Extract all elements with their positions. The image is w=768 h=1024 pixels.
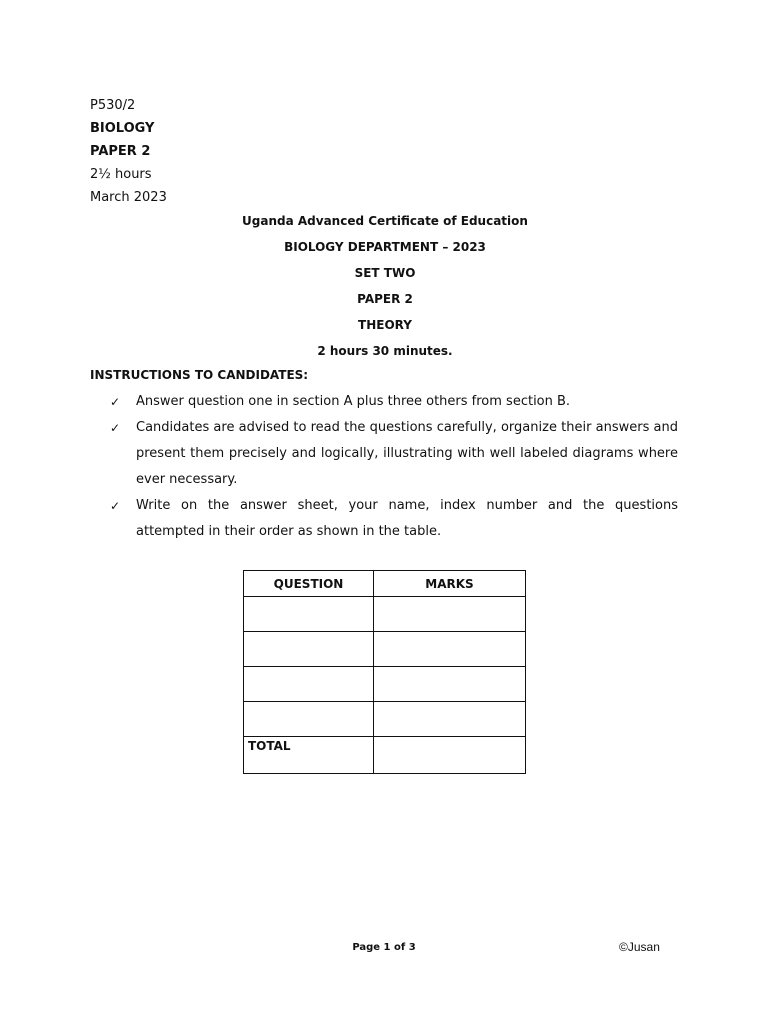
theory-title: THEORY [358,318,412,332]
instructions-heading: INSTRUCTIONS TO CANDIDATES: [90,368,309,382]
question-cell [244,702,374,737]
table-header-row [244,571,526,597]
question-cell [244,667,374,702]
paper-title: PAPER 2 [357,292,413,306]
question-cell [244,597,374,632]
instruction-text: Write on the answer sheet, your name, index number and the questions attempted in their order as shown in the table. [136,498,678,539]
total-row [244,737,526,774]
marks-table [243,570,526,774]
marks-cell [374,597,526,632]
question-column-header: QUESTION [244,571,374,597]
checkmark-icon: ✓ [110,395,121,409]
instruction-text: Answer question one in section A plus three others from section B. [136,394,571,409]
question-cell [244,632,374,667]
copyright-notice: ©Jusan [619,940,660,954]
paper-duration: 2½ hours [90,167,152,182]
total-marks-cell [374,737,526,774]
marks-cell [374,702,526,737]
paper-number: PAPER 2 [90,144,151,159]
subject-name: BIOLOGY [90,121,155,136]
marks-column-header: MARKS [374,571,526,597]
instruction-item [110,389,678,415]
marks-cell [374,632,526,667]
checkmark-icon: ✓ [110,499,121,513]
set-title: SET TWO [354,266,416,280]
table-row [244,667,526,702]
instruction-item [110,493,678,545]
paper-header [90,94,167,209]
paper-date: March 2023 [90,190,167,205]
page-number: Page 1 of 3 [352,942,416,953]
instructions-list [110,389,678,545]
instruction-text: Candidates are advised to read the questions carefully, organize their answers and present them precisely and logically, illustrating with well labeled diagrams where ever necessary. [136,420,678,487]
table-row [244,597,526,632]
instruction-item [110,415,678,493]
certificate-title: Uganda Advanced Certificate of Education [242,214,528,228]
marks-cell [374,667,526,702]
title-block [0,208,768,364]
table-row [244,632,526,667]
paper-code: P530/2 [90,98,136,113]
total-label: TOTAL [244,737,374,774]
table-row [244,702,526,737]
department-title: BIOLOGY DEPARTMENT – 2023 [284,240,486,254]
time-allowed: 2 hours 30 minutes. [317,344,453,358]
checkmark-icon: ✓ [110,421,121,435]
